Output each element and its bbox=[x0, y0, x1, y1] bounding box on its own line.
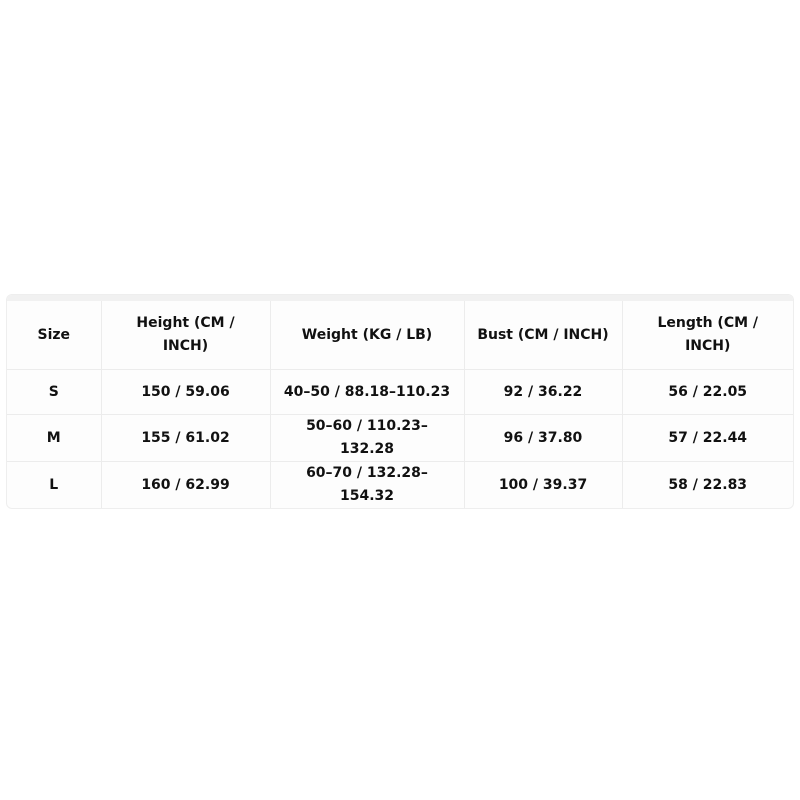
cell-length: 56 / 22.05 bbox=[622, 370, 793, 415]
cell-length: 57 / 22.44 bbox=[622, 415, 793, 462]
table-row bbox=[7, 462, 793, 509]
cell-height: 155 / 61.02 bbox=[101, 415, 270, 462]
cell-bust: 100 / 39.37 bbox=[464, 462, 622, 509]
header-height: Height (CM / INCH) bbox=[101, 301, 270, 370]
header-weight: Weight (KG / LB) bbox=[270, 301, 464, 370]
header-bust: Bust (CM / INCH) bbox=[464, 301, 622, 370]
cell-weight: 50–60 / 110.23–132.28 bbox=[270, 415, 464, 462]
header-size: Size bbox=[37, 326, 71, 343]
cell-bust: 96 / 37.80 bbox=[464, 415, 622, 462]
cell-length: 58 / 22.83 bbox=[622, 462, 793, 509]
header-row bbox=[7, 301, 793, 370]
cell-size: L bbox=[7, 462, 101, 509]
header-length: Length (CM / INCH) bbox=[622, 301, 793, 370]
table-row bbox=[7, 370, 793, 415]
size-chart-table bbox=[7, 301, 793, 508]
size-chart-card bbox=[6, 294, 794, 509]
table-row bbox=[7, 415, 793, 462]
cell-size: S bbox=[7, 370, 101, 415]
cell-bust: 92 / 36.22 bbox=[464, 370, 622, 415]
cell-weight: 40–50 / 88.18–110.23 bbox=[270, 370, 464, 415]
cell-height: 160 / 62.99 bbox=[101, 462, 270, 509]
cell-height: 150 / 59.06 bbox=[101, 370, 270, 415]
cell-size: M bbox=[7, 415, 101, 462]
cell-weight: 60–70 / 132.28–154.32 bbox=[270, 462, 464, 509]
